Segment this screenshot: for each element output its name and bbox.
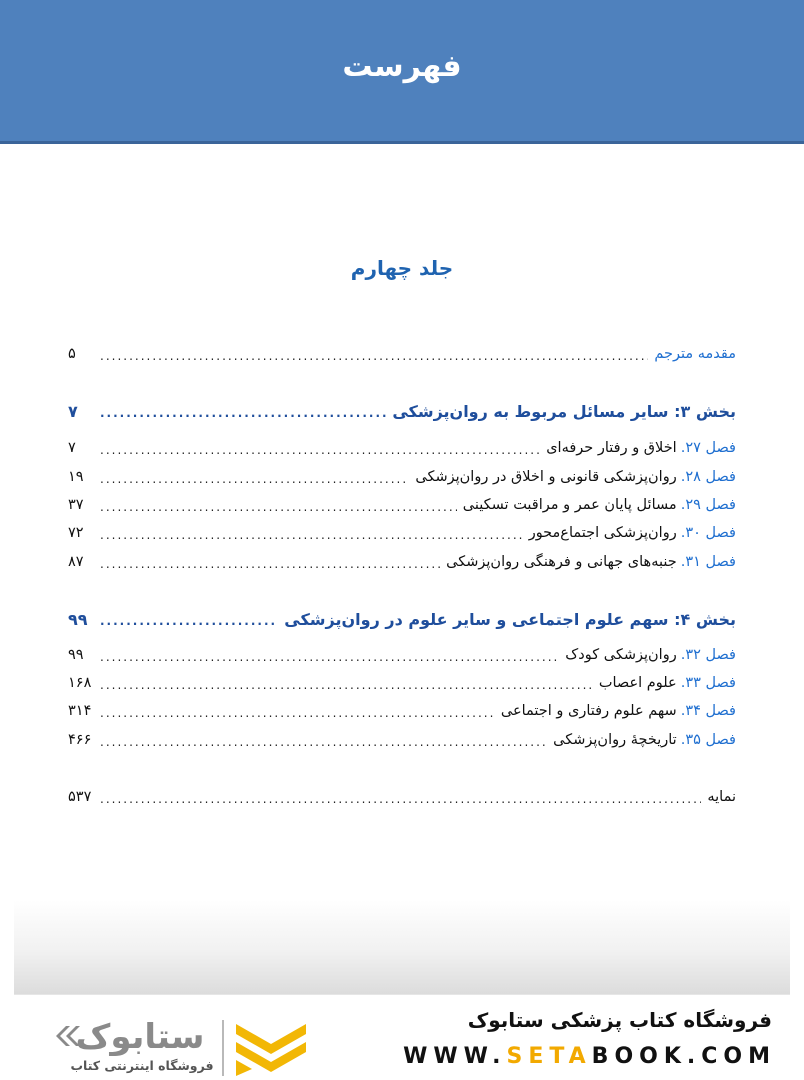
toc-section-label: بخش ۳: سایر مسائل مربوط به روان‌پزشکی [392, 401, 736, 421]
store-wordmark-icon [52, 1016, 222, 1056]
dot-leader [100, 703, 495, 719]
toc-chapter-31[interactable] [68, 550, 736, 574]
chapter-number: فصل ۲۹. [680, 497, 736, 513]
toc-page-number: ۷۲ [68, 525, 84, 541]
chapter-number: فصل ۳۱. [680, 554, 736, 570]
toc-page-number: ۵۳۷ [68, 789, 92, 805]
dot-leader [100, 440, 540, 456]
toc-entry-label [565, 647, 736, 663]
toc-section-label: بخش ۴: سهم علوم اجتماعی و سایر علوم در روان‌پزشکی [284, 609, 736, 629]
toc-chapter-27[interactable] [68, 436, 736, 460]
page-title: فهرست [342, 49, 462, 84]
chapter-title: روان‌پزشکی کودک [565, 647, 677, 663]
toc-page-number: ۴۶۶ [68, 732, 92, 748]
toc-chapter-35[interactable] [68, 728, 736, 752]
chapter-title: علوم اعصاب [598, 675, 677, 691]
toc-entry-label [553, 732, 736, 748]
page-header [0, 0, 804, 144]
toc-entry-label: نمایه [707, 789, 736, 805]
logo-separator [222, 1020, 224, 1076]
toc-page-number: ۷ [68, 401, 78, 421]
volume-title: جلد چهارم [350, 256, 454, 280]
store-name: فروشگاه کتاب پزشکی ستابوک [467, 1008, 772, 1032]
toc-section-3[interactable] [68, 399, 736, 423]
dot-leader [100, 611, 278, 627]
dot-leader [100, 675, 593, 691]
dot-leader [100, 497, 457, 513]
chapter-number: فصل ۲۷. [680, 440, 736, 456]
chapter-title: روان‌پزشکی قانونی و اخلاق در روان‌پزشکی [415, 469, 677, 485]
toc-entry-label [529, 525, 736, 541]
toc-entry-label [501, 703, 736, 719]
toc-page-number: ۳۷ [68, 497, 84, 513]
chapter-title: مسائل پایان عمر و مراقبت تسکینی [462, 497, 677, 513]
dot-leader [100, 525, 523, 541]
toc-page-number: ۷ [68, 440, 76, 456]
chapter-number: فصل ۳۳. [680, 675, 736, 691]
toc-page-number: ۹۹ [68, 647, 84, 663]
dot-leader [100, 732, 547, 748]
store-logo-icon [232, 1018, 310, 1076]
toc-chapter-30[interactable] [68, 521, 736, 545]
chapter-title: روان‌پزشکی اجتماع‌محور [528, 525, 677, 541]
url-highlight: SETA [506, 1044, 592, 1069]
chapter-title: جنبه‌های جهانی و فرهنگی روان‌پزشکی [446, 554, 677, 570]
url-part: BOOK.COM [591, 1044, 776, 1069]
toc-page-number: ۸۷ [68, 554, 84, 570]
toc-entry-label [599, 675, 736, 691]
toc-row-intro[interactable] [68, 342, 736, 366]
footer-shadow [14, 900, 790, 994]
toc-entry-label [446, 554, 736, 570]
dot-leader [100, 789, 701, 805]
store-url-link[interactable] [403, 1044, 776, 1069]
toc-chapter-33[interactable] [68, 671, 736, 695]
toc-chapter-28[interactable] [68, 465, 736, 489]
toc-chapter-34[interactable] [68, 699, 736, 723]
toc-row-index[interactable] [68, 785, 736, 809]
chapter-title: تاریخچهٔ روان‌پزشکی [553, 732, 677, 748]
toc-page-number: ۱۶۸ [68, 675, 92, 691]
toc-page-number: ۳۱۴ [68, 703, 92, 719]
url-part: WWW. [403, 1044, 507, 1069]
dot-leader [100, 647, 559, 663]
footer-divider [14, 994, 790, 995]
toc-entry-label [463, 497, 736, 513]
chapter-number: فصل ۳۴. [680, 703, 736, 719]
chapter-number: فصل ۲۸. [680, 469, 736, 485]
chapter-number: فصل ۳۰. [680, 525, 736, 541]
dot-leader [100, 346, 648, 362]
dot-leader [100, 554, 440, 570]
toc-entry-label: مقدمه مترجم [654, 346, 736, 362]
dot-leader [100, 403, 386, 419]
chapter-title: سهم علوم رفتاری و اجتماعی [500, 703, 677, 719]
toc-entry-label [546, 440, 736, 456]
logo-wordmark: ستابوک [75, 1017, 205, 1056]
toc-page-number: ۱۹ [68, 469, 84, 485]
toc-entry-label [415, 469, 736, 485]
toc-page-number: ۹۹ [68, 609, 88, 629]
toc-section-4[interactable] [68, 607, 736, 631]
chapter-number: فصل ۳۵. [680, 732, 736, 748]
chapter-number: فصل ۳۲. [680, 647, 736, 663]
dot-leader [100, 469, 409, 485]
toc-chapter-29[interactable] [68, 493, 736, 517]
toc-page-number: ۵ [68, 346, 76, 362]
chapter-title: اخلاق و رفتار حرفه‌ای [546, 440, 677, 456]
logo-tagline: فروشگاه اینترنتی کتاب [70, 1058, 214, 1073]
toc-chapter-32[interactable] [68, 643, 736, 667]
